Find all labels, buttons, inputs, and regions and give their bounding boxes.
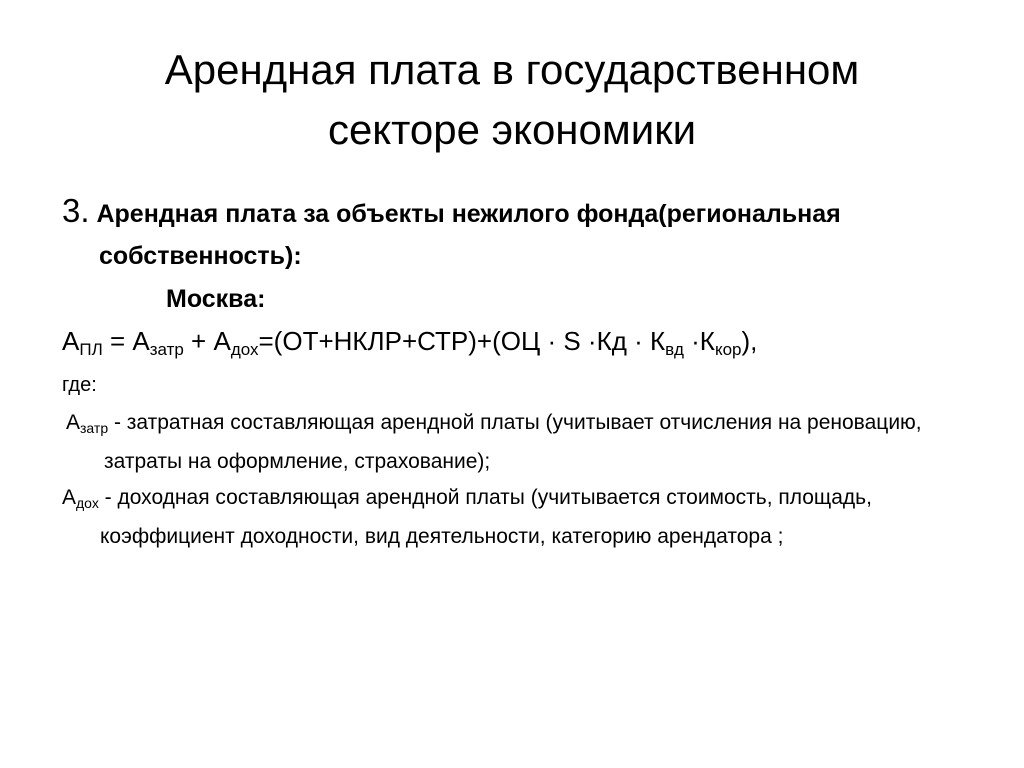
where-label: где: (62, 374, 97, 396)
slide-title-line-2: секторе экономики (327, 106, 697, 153)
item-heading (62, 190, 962, 277)
definition-cost-component (66, 406, 962, 479)
definition-subscript: дох (76, 495, 99, 511)
formula-text: А (62, 326, 80, 356)
formula-subscript: ПЛ (79, 340, 103, 359)
formula-text: + А (183, 326, 231, 356)
definition-text: - затратная составляющая арендной платы (учитывает отчисления на реновацию, затраты на оформление, страхование); (104, 411, 922, 473)
definition-subscript: затр (80, 420, 109, 436)
formula-text: = А (102, 326, 150, 356)
formula-text: ·К (683, 326, 715, 356)
item-heading-text: Арендная плата за объекты нежилого фонда(региональная собственность): (96, 200, 841, 270)
formula-subscript: дох (230, 340, 259, 359)
definition-income-component (62, 481, 962, 554)
formula-subscript: затр (149, 340, 184, 359)
definition-symbol: А (62, 486, 77, 509)
slide-title-line-1: Арендная плата в государственном (164, 46, 860, 93)
definition-symbol: А (66, 411, 81, 434)
definition-text: - доходная составляющая арендной платы (учитывается стоимость, площадь, коэффициент доходности, вид деятельности, категорию арендатора ; (98, 486, 872, 548)
formula-subscript: вд (665, 340, 684, 359)
slide-title (60, 40, 964, 160)
slide-body (62, 190, 962, 554)
formula-text: ), (741, 326, 758, 356)
formula-subscript: кор (714, 340, 742, 359)
rent-formula (62, 321, 962, 370)
city-label: Москва: (166, 285, 266, 313)
formula-text: =(ОТ+НКЛР+СТР)+(ОЦ · S ·Кд · К (258, 326, 666, 356)
item-number: 3. (62, 192, 90, 229)
